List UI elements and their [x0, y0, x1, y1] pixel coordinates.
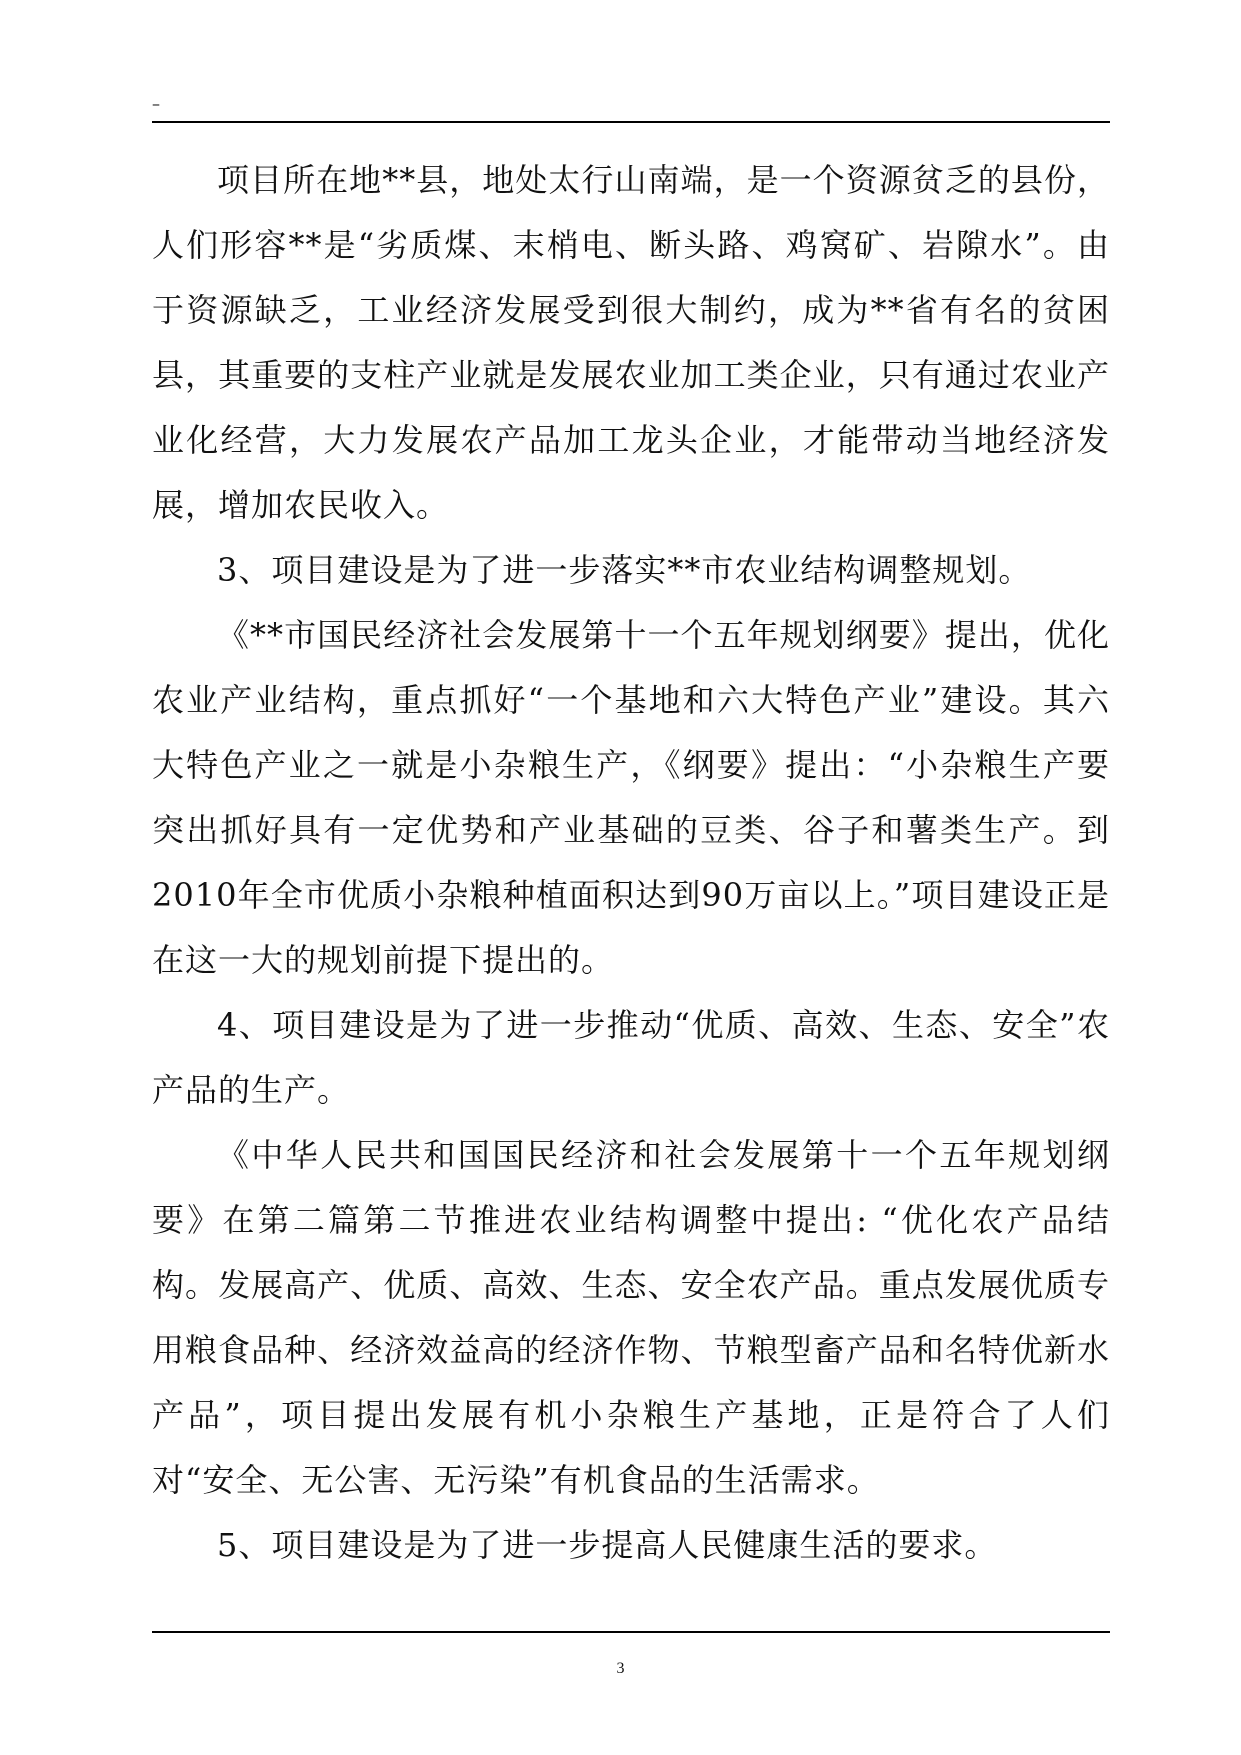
page-number: 3 [616, 1660, 625, 1677]
header-mark: – [152, 94, 160, 113]
paragraph: 5、项目建设是为了进一步提高人民健康生活的要求。 [217, 1526, 998, 1564]
paragraph: 项目所在地**县，地处太行山南端，是一个资源贫乏的县份，人们形容**是“劣质煤、末梢电、断头路、鸡窝矿、岩隙水”。由于资源缺乏，工业经济发展受到很大制约，成为**省有名的贫困县，其重要的支柱产业就是发展农业加工类企业，只有通过农业产业化经营，大力发展农产品加工龙头企业，才能带动当地经济发展，增加农民收入。 [152, 161, 1110, 524]
document-body [152, 148, 1110, 1578]
paragraph: 《中华人民共和国国民经济和社会发展第十一个五年规划纲要》在第二篇第二节推进农业结构调整中提出: “优化农产品结构。发展高产、优质、高效、生态、安全农产品。重点发展优质专用粮食品种、经济效益高的经济作物、节粮型畜产品和名特优新水产品”，项目提出发展有机小杂粮生产基地，正是符合了人们对“安全、无公害、无污染”有机食品的生活需求。 [152, 1136, 1110, 1499]
footer-rule [152, 1631, 1110, 1633]
header-rule [152, 121, 1110, 123]
paragraph: 3、项目建设是为了进一步落实**市农业结构调整规划。 [217, 551, 1032, 589]
paragraph: 4、项目建设是为了进一步推动“优质、高效、生态、安全”农产品的生产。 [152, 1006, 1110, 1109]
paragraph: 《**市国民经济社会发展第十一个五年规划纲要》提出，优化农业产业结构，重点抓好“一个基地和六大特色产业”建设。其六大特色产业之一就是小杂粮生产，《纲要》提出：“小杂粮生产要突出抓好具有一定优势和产业基础的豆类、谷子和薯类生产。到2010年全市优质小杂粮种植面积达到90万亩以上。”项目建设正是在这一大的规划前提下提出的。 [152, 616, 1110, 979]
